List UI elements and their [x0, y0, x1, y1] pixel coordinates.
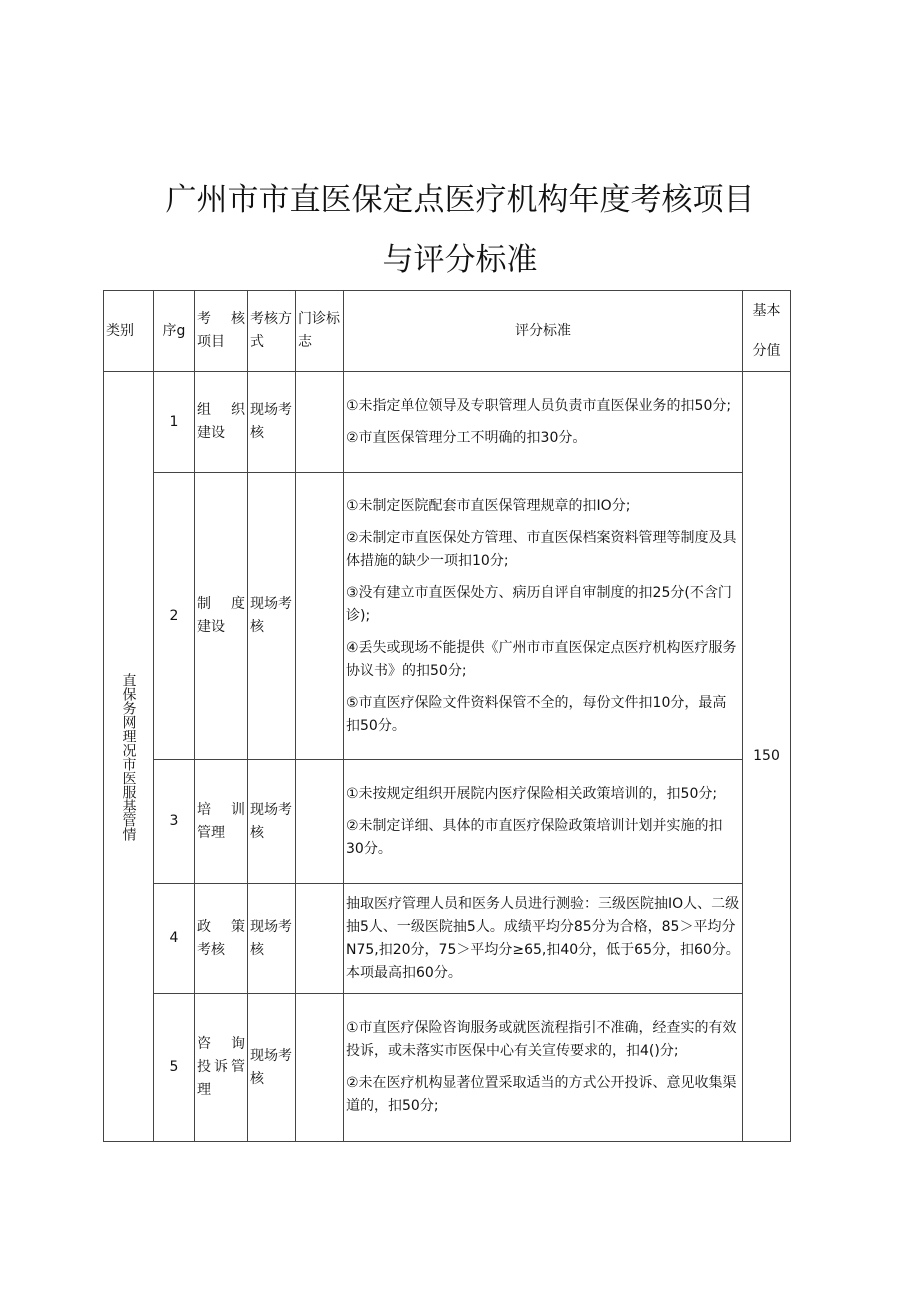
method-line2: 核	[250, 619, 264, 635]
header-base-score	[743, 291, 791, 372]
criteria-cell	[344, 994, 743, 1142]
item-line2: 建设	[197, 425, 225, 441]
criteria-cell	[344, 372, 743, 473]
item-line1: 政 策	[197, 918, 245, 935]
category-cell	[104, 372, 154, 1142]
criteria-item: ②未制定市直医保处方管理、市直医保档案资料管理等制度及具体措施的缺少一项扣10分;	[346, 529, 737, 569]
table-header-row	[104, 291, 791, 372]
criteria-item: ⑤市直医疗保险文件资料保管不全的，每份文件扣10分，最高扣50分。	[346, 694, 727, 734]
seq-cell: 3	[154, 760, 195, 884]
item-line1: 组 织	[197, 402, 245, 418]
item-cell	[195, 884, 248, 994]
item-line1: 制 度	[197, 596, 245, 612]
method-line2: 核	[250, 824, 264, 841]
document-title-line1: 广州市市直医保定点医疗机构年度考核项目	[165, 182, 755, 218]
criteria-item: ④丢失或现场不能提供《广州市市直医保定点医疗机构医疗服务协议书》的扣50分;	[346, 639, 737, 679]
item-line3: 理	[197, 1082, 211, 1098]
outpatient-cell	[296, 994, 344, 1142]
scoring-table	[103, 290, 791, 1142]
outpatient-cell	[296, 473, 344, 760]
criteria-item: ②未在医疗机构显著位置采取适当的方式公开投诉、意见收集渠道的，扣50分;	[346, 1075, 737, 1114]
item-line1: 咨 询	[197, 1036, 245, 1052]
item-line2: 建设	[197, 619, 225, 635]
header-seq: 序g	[154, 291, 195, 372]
method-line1: 现场考	[250, 1047, 292, 1064]
method-cell	[248, 473, 296, 760]
header-criteria: 评分标准	[344, 291, 743, 372]
outpatient-cell	[296, 372, 344, 473]
item-cell	[195, 760, 248, 884]
criteria-item: ③没有建立市直医保处方、病历自评自审制度的扣25分(不含门诊);	[346, 584, 732, 624]
table-row	[104, 994, 791, 1142]
criteria-item: ①市直医疗保险咨询服务或就医流程指引不准确，经查实的有效投诉，或未落实市医保中心有关宣传要求的，扣4()分;	[346, 1020, 737, 1059]
category-label: 直保务网理况市医服基管情	[120, 672, 137, 841]
method-line2: 核	[250, 941, 264, 958]
header-outpatient-line1: 门诊标	[298, 311, 340, 327]
criteria-cell	[344, 760, 743, 884]
header-method	[248, 291, 296, 372]
outpatient-cell	[296, 884, 344, 994]
item-line2: 管理	[197, 824, 225, 841]
criteria-item: ①未制定医院配套市直医保管理规章的扣IO分;	[346, 497, 631, 514]
method-line1: 现场考	[250, 402, 292, 418]
criteria-cell	[344, 473, 743, 760]
item-cell	[195, 372, 248, 473]
table-row	[104, 473, 791, 760]
criteria-item: ②市直医保管理分工不明确的扣30分。	[346, 429, 587, 446]
header-method-line1: 考核方	[250, 311, 292, 327]
criteria-item: ①未按规定组织开展院内医疗保险相关政策培训的，扣50分;	[346, 785, 718, 802]
header-base-line2: 分值	[752, 343, 781, 359]
header-item-line1: 考 核	[197, 311, 245, 327]
method-line1: 现场考	[250, 918, 292, 935]
method-line1: 现场考	[250, 596, 292, 612]
header-category: 类别	[104, 291, 154, 372]
seq-cell: 4	[154, 884, 195, 994]
header-base-line1: 基本	[752, 303, 781, 319]
criteria-item: ②未制定详细、具体的市直医疗保险政策培训计划并实施的扣30分。	[346, 817, 723, 857]
seq-cell: 1	[154, 372, 195, 473]
table-row	[104, 760, 791, 884]
header-item-line2: 项目	[197, 334, 225, 350]
item-cell	[195, 473, 248, 760]
method-cell	[248, 372, 296, 473]
header-method-line2: 式	[250, 334, 264, 350]
header-item	[195, 291, 248, 372]
table-row	[104, 884, 791, 994]
item-line1: 培 训	[197, 801, 245, 818]
method-line2: 核	[250, 1070, 264, 1087]
item-line2: 投诉管	[197, 1059, 245, 1075]
method-line2: 核	[250, 425, 264, 441]
method-cell	[248, 994, 296, 1142]
header-outpatient-line2: 志	[298, 334, 312, 350]
table-row	[104, 372, 791, 473]
item-cell	[195, 994, 248, 1142]
seq-cell: 2	[154, 473, 195, 760]
method-cell	[248, 760, 296, 884]
item-line2: 考核	[197, 941, 225, 958]
seq-cell: 5	[154, 994, 195, 1142]
header-outpatient	[296, 291, 344, 372]
criteria-item: 抽取医疗管理人员和医务人员进行测验：三级医院抽IO人、二级抽5人、一级医院抽5人。成绩平均分85分为合格，85＞平均分N75,扣20分，75＞平均分≥65,扣40分，低于65分，扣60分。本项最高扣60分。	[346, 895, 740, 981]
criteria-item: ①未指定单位领导及专职管理人员负责市直医保业务的扣50分;	[346, 397, 732, 414]
document-title-line2: 与评分标准	[382, 242, 538, 278]
criteria-cell	[344, 884, 743, 994]
method-line1: 现场考	[250, 801, 292, 818]
base-score-cell: 150	[743, 372, 791, 1142]
outpatient-cell	[296, 760, 344, 884]
method-cell	[248, 884, 296, 994]
